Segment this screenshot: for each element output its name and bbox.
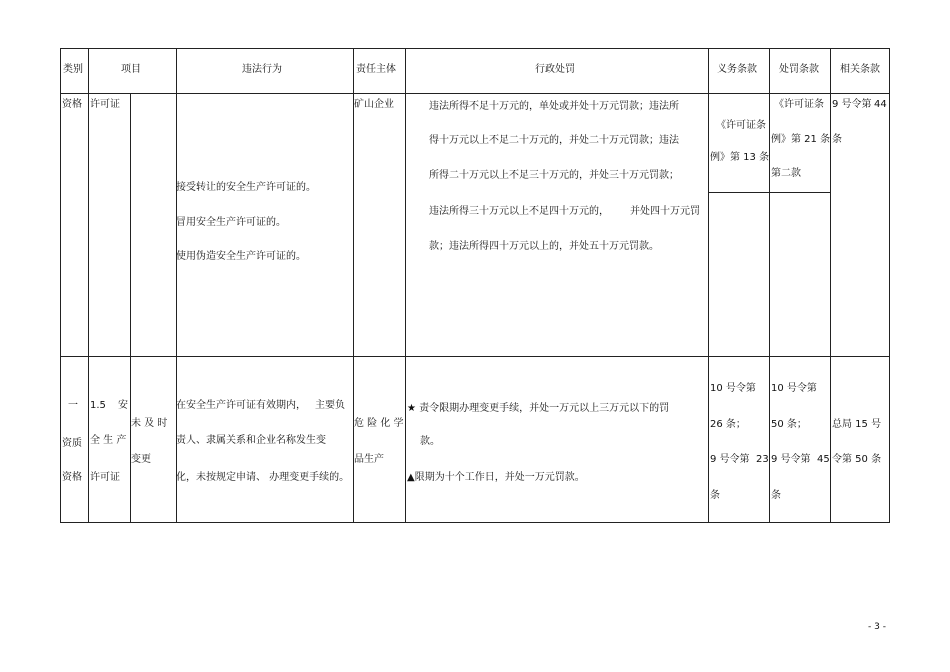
col-border-2 xyxy=(176,48,177,523)
row1-violation-3: 使用伪造安全生产许可证的。 xyxy=(176,251,306,262)
row2-subject-2: 品生产 xyxy=(354,454,384,465)
row1-violation-2: 冒用安全生产许可证的。 xyxy=(176,217,286,228)
col-border-7 xyxy=(830,48,831,523)
row2-violation-1: 在安全生产许可证有效期内， xyxy=(176,400,306,411)
row2-penalty-3: ▲限期为十个工作日，并处一万元罚款。 xyxy=(407,472,585,483)
row2-related-1: 总局 15 号 xyxy=(832,419,882,430)
header-category: 类别 xyxy=(63,64,83,75)
header-related-clause: 相关条款 xyxy=(840,64,880,75)
row2-category-1: 一 xyxy=(68,400,78,411)
col-border-6 xyxy=(769,48,770,523)
header-bottom-border xyxy=(60,93,890,94)
col-border-4 xyxy=(405,48,406,523)
page-number: - 3 - xyxy=(868,622,886,632)
row2-item-num: 1.5 xyxy=(90,400,106,411)
row2-category-3: 资格 xyxy=(62,472,82,483)
header-duty-clause: 义务条款 xyxy=(717,64,757,75)
col-border-0 xyxy=(60,48,61,523)
row1-related-1b: 44 xyxy=(874,99,887,110)
row1-penalty-line-4b: 并处四十万元罚 xyxy=(630,206,700,217)
row2-violation-1b: 主要负 xyxy=(315,400,345,411)
row1-related-1: 9 号令第 xyxy=(832,99,872,110)
row2-item-sub-1: 未 及 时 xyxy=(131,418,168,429)
row1-penalty-line-3: 所得二十万元以上不足三十万元的，并处三十万元罚款； xyxy=(429,170,679,181)
row1-violation-1: 接受转让的安全生产许可证的。 xyxy=(176,182,316,193)
row2-item-sub-2: 变更 xyxy=(131,454,151,465)
row2-item-a: 安 xyxy=(118,400,128,411)
table-top-border xyxy=(60,48,890,49)
row1-penalty-line-5: 款；违法所得四十万元以上的，并处五十万元罚款。 xyxy=(429,241,659,252)
row2-duty-3: 9 号令第 xyxy=(710,454,750,465)
row1-penalty-clause-1: 《许可证条 xyxy=(774,99,824,110)
row1-penalty-clause-3: 第二款 xyxy=(771,168,801,179)
row2-subject-1: 危 险 化 学 xyxy=(354,418,404,429)
row2-item-b2: 许可证 xyxy=(90,472,120,483)
row2-violation-2: 责人、隶属关系和企业名称发生变 xyxy=(176,435,326,446)
row1-penalty-line-1: 违法所得不足十万元的，单处或并处十万元罚款；违法所 xyxy=(429,101,679,112)
header-item: 项目 xyxy=(121,64,141,75)
col-border-1 xyxy=(88,48,89,523)
row2-violation-3: 化，未按规定申请、 办理变更手续的。 xyxy=(176,472,350,483)
row1-penalty-clause-2: 例》第 21 条 xyxy=(771,134,831,145)
row2-item-b1: 全 生 产 xyxy=(90,435,127,446)
header-penalty-clause: 处罚条款 xyxy=(779,64,819,75)
row2-penalty-clause-2: 50 条； xyxy=(771,419,807,430)
row2-penalty-2: 款。 xyxy=(420,436,440,447)
col-border-5 xyxy=(708,48,709,523)
row-separator xyxy=(60,356,890,357)
row1-penalty-line-2: 得十万元以上不足二十万元的，并处二十万元罚款；违法 xyxy=(429,135,679,146)
row2-duty-4: 条 xyxy=(710,490,720,501)
col-border-8 xyxy=(889,48,890,523)
row1-duty-1: 《许可证条 xyxy=(716,120,766,131)
row2-penalty-clause-3: 9 号令第 xyxy=(771,454,811,465)
row1-category: 资格 xyxy=(62,99,82,110)
row2-related-2: 令第 50 条 xyxy=(832,454,882,465)
row2-duty-2: 26 条； xyxy=(710,419,746,430)
row1-duty-2: 例》第 13 条 xyxy=(710,152,770,163)
row1-penalty-line-4: 违法所得三十万元以上不足四十万元的， xyxy=(429,206,609,217)
row2-category-2: 资质 xyxy=(62,438,82,449)
row2-penalty-1: ★ 责令限期办理变更手续，并处一万元以上三万元以下的罚 xyxy=(407,403,670,414)
row2-penalty-clause-1: 10 号令第 xyxy=(771,383,817,394)
row2-duty-3b: 23 xyxy=(756,454,769,465)
header-subject: 责任主体 xyxy=(356,64,396,75)
row1-related-2: 条 xyxy=(832,134,842,145)
row1-subject: 矿山企业 xyxy=(354,99,394,110)
row2-penalty-clause-3b: 45 xyxy=(817,454,830,465)
row2-duty-1: 10 号令第 xyxy=(710,383,756,394)
table-bottom-border xyxy=(60,522,890,523)
row1-item: 许可证 xyxy=(90,99,120,110)
header-penalty: 行政处罚 xyxy=(535,64,575,75)
row2-penalty-clause-4: 条 xyxy=(771,490,781,501)
col-border-3 xyxy=(353,48,354,523)
header-violation: 违法行为 xyxy=(242,64,282,75)
